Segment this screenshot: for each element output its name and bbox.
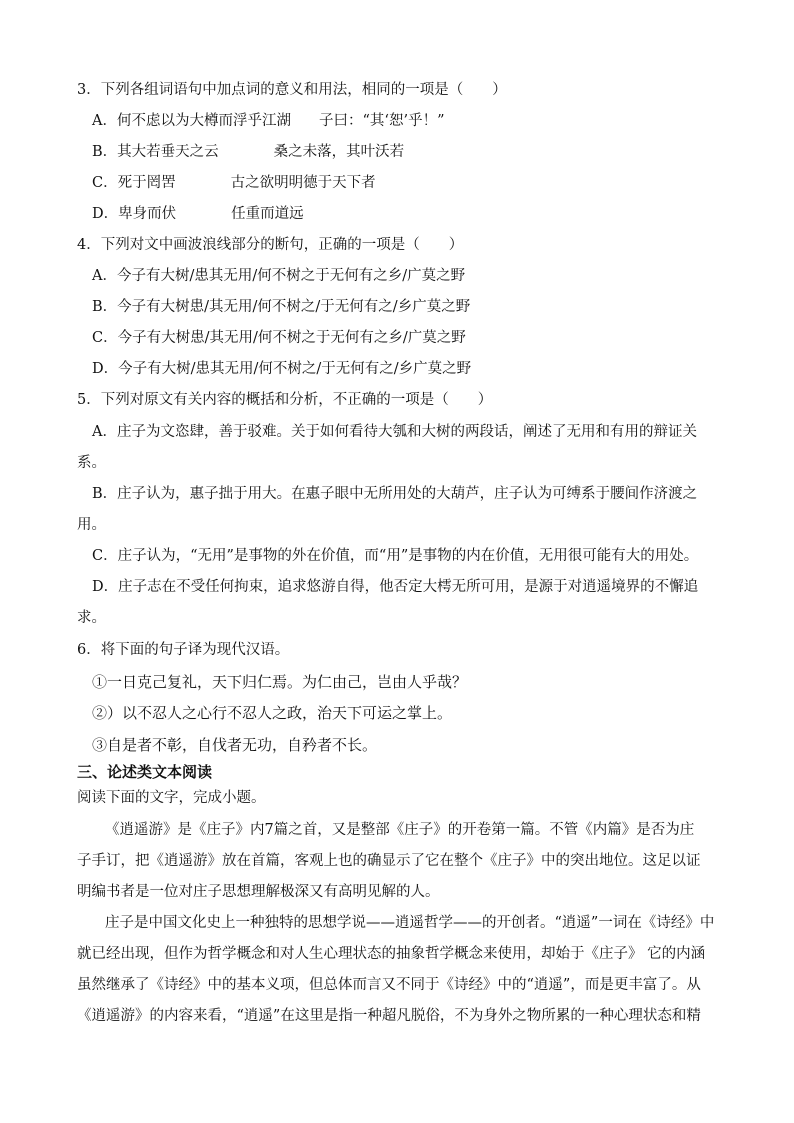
paragraph-1-line-2: 子手订，把《逍遥游》放在首篇，客观上也的确显示了它在整个《庄子》中的突出地位。这足以证 bbox=[77, 853, 701, 869]
q5-option-b-line2: 用。 bbox=[77, 517, 106, 533]
q5-option-c-line1: C．庄子认为，“无用”是事物的外在价值，而“用”是事物的内在价值，无用很可能有大的用处。 bbox=[92, 548, 699, 564]
q3-option-a-right: 子曰：“其‘恕’乎！” bbox=[318, 113, 445, 129]
section-heading: 三、论述类文本阅读 bbox=[77, 763, 213, 781]
q3-option-c bbox=[92, 173, 376, 193]
q3-option-a bbox=[92, 111, 445, 131]
question-6-stem: 6．将下面的句子译为现代汉语。 bbox=[77, 642, 290, 658]
q5-option-b-line1: B．庄子认为，惠子拙于用大。在惠子眼中无所用处的大葫芦，庄子认为可缚系于腰间作济渡之 bbox=[92, 486, 698, 502]
paragraph-1-line-3: 明编书者是一位对庄子思想理解极深又有高明见解的人。 bbox=[77, 884, 440, 900]
paragraph-2-line-1: 庄子是中国文化史上一种独特的思想学说——逍遥哲学——的开创者。“逍遥”一词在《诗经》中 bbox=[105, 915, 715, 931]
paragraph-2-line-3: 虽然继承了《诗经》中的基本义项，但总体而言又不同于《诗经》中的“逍遥”，而是更丰富了。从 bbox=[77, 977, 701, 993]
paragraph-2-line-4: 《逍遥游》的内容来看，“逍遥”在这里是指一种超凡脱俗，不为身外之物所累的一种心理状态和精 bbox=[77, 1008, 701, 1024]
q4-option-b: B．今子有大树患/其无用/何不树之/于无何有之/乡广莫之野 bbox=[92, 299, 471, 315]
q4-option-a: A．今子有大树/患其无用/何不树之于无何有之乡/广莫之野 bbox=[92, 268, 466, 284]
question-5-stem: 5．下列对原文有关内容的概括和分析，不正确的一项是（ ） bbox=[77, 392, 493, 408]
q3-option-b-right: 桑之未落，其叶沃若 bbox=[273, 144, 405, 160]
q3-option-d-left: D．卑身而伏 bbox=[92, 206, 177, 222]
q5-option-d-line2: 求。 bbox=[77, 610, 106, 626]
q3-option-d bbox=[92, 204, 304, 224]
q5-option-a-line1: A．庄子为文恣肆，善于驳难。关于如何看待大瓠和大树的两段话，阐述了无用和有用的辩证关 bbox=[92, 424, 697, 440]
q3-option-d-right: 任重而道远 bbox=[231, 206, 304, 222]
q6-item-1: ①一日克己复礼，天下归仁焉。为仁由己，岂由人乎哉？ bbox=[92, 673, 468, 691]
q6-item-2: ②）以不忍人之心行不忍人之政，治天下可运之掌上。 bbox=[92, 704, 453, 722]
q4-option-c: C．今子有大树患/其无用/何不树之于无何有之乡/广莫之野 bbox=[92, 330, 466, 346]
q3-option-b bbox=[92, 142, 404, 162]
paragraph-1-line-1: 《逍遥游》是《庄子》内7篇之首，又是整部《庄子》的开卷第一篇。不管《内篇》是否为庄 bbox=[105, 822, 695, 838]
section-instruction: 阅读下面的文字，完成小题。 bbox=[77, 790, 266, 806]
q3-option-c-left: C．死于罔罟 bbox=[92, 175, 176, 191]
q4-option-d: D．今子有大树/患其无用/何不树之/于无何有之/乡广莫之野 bbox=[92, 361, 472, 377]
paragraph-2-line-2: 就已经出现，但作为哲学概念和对人生心理状态的抽象哲学概念来使用，却始于《庄子》 它的内涵 bbox=[77, 946, 706, 962]
q5-option-d-line1: D．庄子志在不受任何拘束，追求悠游自得，他否定大樗无所可用，是源于对逍遥境界的不懈追 bbox=[92, 579, 699, 595]
question-4-stem: 4．下列对文中画波浪线部分的断句，正确的一项是（ ） bbox=[77, 237, 464, 253]
q6-item-3: ③自是者不彰，自伐者无功，自矜者不长。 bbox=[92, 736, 378, 754]
q5-option-a-line2: 系。 bbox=[77, 455, 106, 471]
q3-option-a-left: A．何不虑以为大樽而浮乎江湖 bbox=[92, 113, 291, 129]
q3-option-c-right: 古之欲明明德于天下者 bbox=[230, 175, 376, 191]
q3-option-b-left: B．其大若垂天之云 bbox=[92, 144, 219, 160]
question-3-stem: 3．下列各组词语句中加点词的意义和用法，相同的一项是（ ） bbox=[77, 82, 507, 98]
